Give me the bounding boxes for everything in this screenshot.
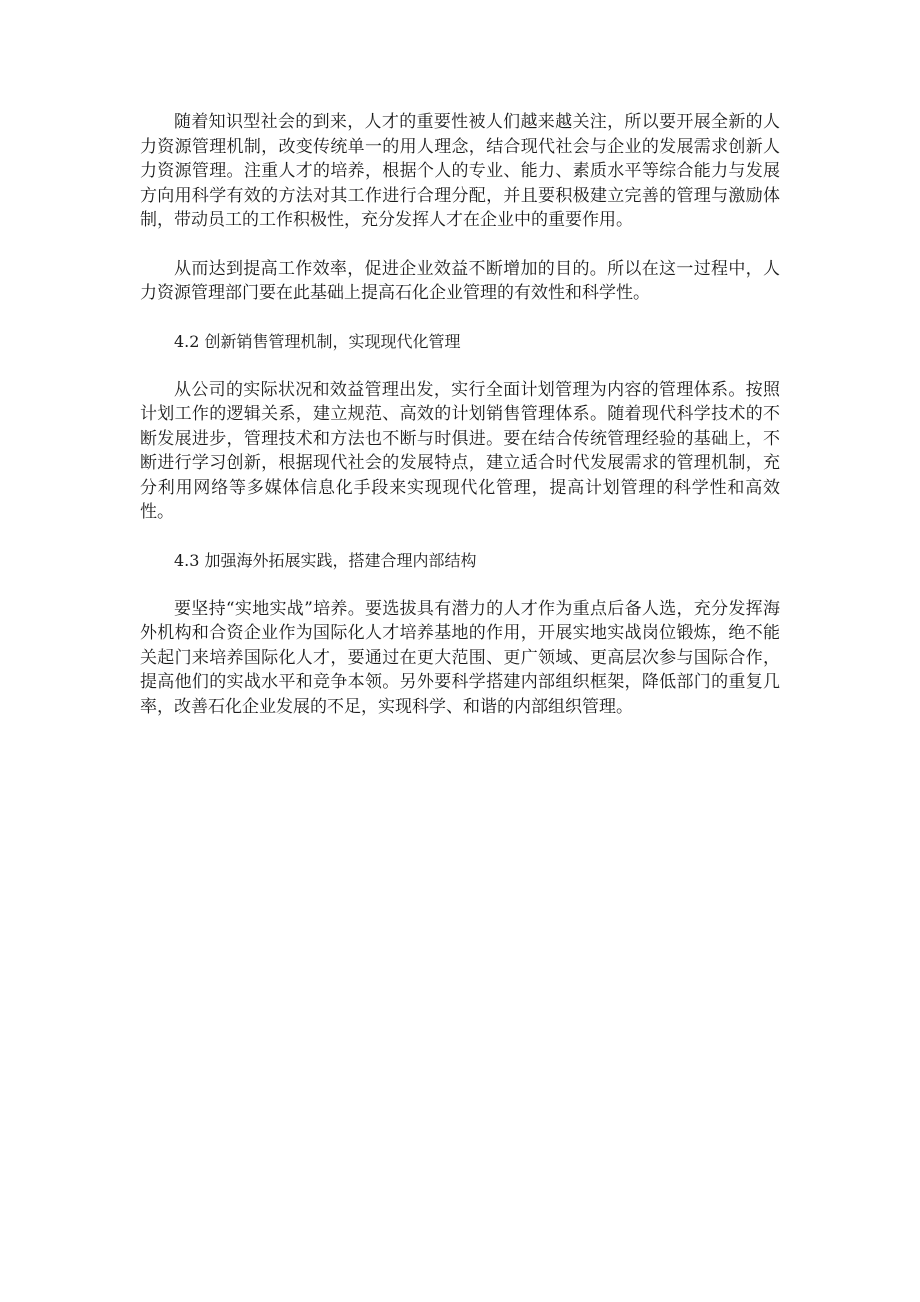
paragraph-sales-management: 从公司的实际状况和效益管理出发，实行全面计划管理为内容的管理体系。按照计划工作的逻辑关系，建立规范、高效的计划销售管理体系。随着现代科学技术的不断发展进步，管理技术和方法也不断与时俱进。要在结合传统管理经验的基础上，不断进行学习创新，根据现代社会的发展特点，建立适合时代发展需求的管理机制，充分利用网络等多媒体信息化手段来实现现代化管理，提高计划管理的科学性和高效性。 — [140, 379, 780, 522]
section-heading-4-2: 4.2 创新销售管理机制，实现现代化管理 — [174, 331, 461, 351]
section-heading-4-3: 4.3 加强海外拓展实践，搭建合理内部结构 — [174, 550, 477, 570]
paragraph-talent-management: 随着知识型社会的到来，人才的重要性被人们越来越关注，所以要开展全新的人力资源管理机制，改变传统单一的用人理念，结合现代社会与企业的发展需求创新人力资源管理。注重人才的培养，根据个人的专业、能力、素质水平等综合能力与发展方向用科学有效的方法对其工作进行合理分配，并且要积极建立完善的管理与激励体制，带动员工的工作积极性，充分发挥人才在企业中的重要作用。 — [140, 112, 780, 230]
document-page — [140, 110, 780, 743]
paragraph-overseas-practice: 要坚持“实地实战”培养。要选拔具有潜力的人才作为重点后备人选，充分发挥海外机构和合资企业作为国际化人才培养基地的作用，开展实地实战岗位锻炼，绝不能关起门来培养国际化人才，要通过在更大范围、更广领域、更高层次参与国际合作，提高他们的实战水平和竞争本领。另外要科学搭建内部组织框架，降低部门的重复几率，改善石化企业发展的不足，实现科学、和谐的内部组织管理。 — [140, 598, 780, 717]
paragraph-efficiency: 从而达到提高工作效率，促进企业效益不断增加的目的。所以在这一过程中，人力资源管理部门要在此基础上提高石化企业管理的有效性和科学性。 — [140, 258, 780, 303]
